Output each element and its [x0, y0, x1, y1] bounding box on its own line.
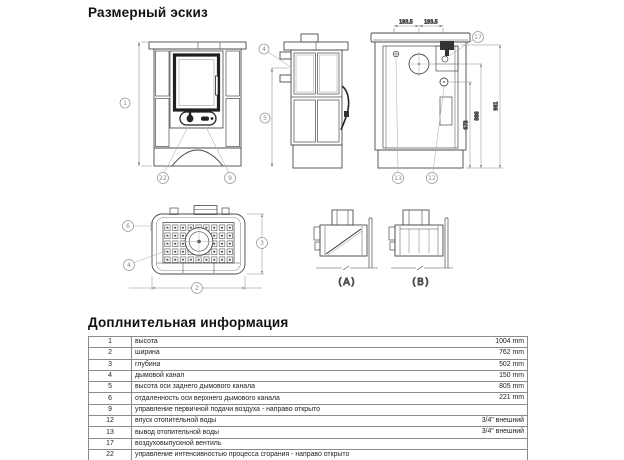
section-a-label: (A) [338, 277, 356, 288]
svg-text:12: 12 [428, 175, 436, 183]
table-row [89, 359, 528, 370]
callout-6 [123, 221, 134, 232]
table-row [89, 370, 528, 381]
info-section-title: Доплнительная информация [88, 315, 289, 330]
row-description: дымовой канал [135, 372, 185, 380]
row-number: 6 [89, 393, 132, 404]
row-value: 1004 mm [495, 338, 524, 345]
row-number: 4 [89, 370, 132, 381]
table-row [89, 449, 528, 460]
table-row [89, 438, 528, 449]
section-a-baffle [326, 229, 361, 254]
row-value: 3/4" внешний [481, 417, 524, 425]
pedestal-arch [172, 150, 223, 166]
row-description: отдаленность оси верхнего дымового канала [135, 394, 280, 402]
rear-view [371, 20, 503, 184]
section-view-a [314, 210, 378, 288]
page-title: Размерный эскиз [88, 5, 208, 20]
row-description: впуск отопительной воды [135, 417, 217, 425]
callout-22 [158, 173, 169, 184]
callout-4-side [259, 44, 269, 54]
svg-text:13: 13 [394, 175, 402, 183]
section-b-label: (B) [412, 277, 430, 288]
dim-193-5-right: 193.5 [424, 20, 438, 26]
row-number: 5 [89, 382, 132, 393]
svg-text:5: 5 [263, 115, 267, 123]
callout-5 [260, 113, 270, 123]
row-description: управление интенсивностью процесса сгорания - направо открыто [135, 451, 350, 459]
row-description: ширина [135, 349, 160, 357]
svg-text:4: 4 [127, 262, 131, 270]
dim-673: 673 [464, 120, 470, 130]
callout-9 [225, 173, 236, 184]
row-number: 13 [89, 427, 132, 438]
row-description: управление первичной подачи воздуха - направо открыто [135, 405, 321, 413]
row-description: вывод отопительной воды [135, 428, 219, 436]
callout-17 [473, 32, 484, 43]
svg-text:17: 17 [474, 34, 482, 42]
table-row [89, 348, 528, 359]
row-description: воздуховыпускной вентиль [135, 439, 222, 447]
svg-text:9: 9 [228, 175, 232, 183]
callout-1 [120, 98, 130, 108]
front-view [120, 42, 246, 184]
row-value: 805 mm [499, 383, 524, 391]
door-handle [216, 76, 219, 95]
row-number: 22 [89, 449, 132, 460]
top-view [123, 206, 268, 294]
stove-door-glass [175, 55, 219, 110]
callout-12 [427, 173, 438, 184]
table-row [89, 393, 528, 404]
dim-193-5-left: 193.5 [399, 20, 413, 26]
dim-886: 886 [475, 111, 481, 121]
row-number: 12 [89, 416, 132, 427]
callout-3 [257, 238, 268, 249]
row-number: 17 [89, 438, 132, 449]
callout-13 [393, 173, 404, 184]
row-value: 502 mm [499, 360, 524, 368]
row-description: высота [135, 338, 158, 346]
additional-info-table [88, 336, 528, 460]
row-description: высота оси заднего дымового канала [135, 383, 255, 391]
svg-text:22: 22 [159, 175, 167, 183]
section-b-channels [409, 229, 429, 253]
side-view [259, 34, 349, 168]
row-value: 150 mm [499, 371, 524, 379]
svg-text:4: 4 [262, 46, 266, 54]
table-row [89, 427, 528, 438]
rear-flue-stub [280, 52, 291, 59]
svg-text:2: 2 [195, 285, 199, 293]
section-view-b [389, 210, 453, 288]
callout-2 [192, 283, 203, 294]
row-number: 3 [89, 359, 132, 370]
row-value: 762 mm [499, 349, 524, 357]
row-value: 3/4" внешний [481, 428, 524, 436]
row-value: 221 mm [499, 394, 524, 402]
svg-text:6: 6 [126, 223, 130, 231]
air-vent-valve [440, 41, 454, 50]
row-description: глубина [135, 360, 161, 368]
table-row [89, 337, 528, 348]
table-row [89, 416, 528, 427]
row-number: 1 [89, 337, 132, 348]
dim-981: 981 [494, 101, 500, 111]
svg-text:3: 3 [260, 240, 264, 248]
callout-4-top [124, 260, 135, 271]
svg-text:1: 1 [123, 100, 127, 108]
row-number: 9 [89, 404, 132, 415]
table-row [89, 382, 528, 393]
row-number: 2 [89, 348, 132, 359]
table-row [89, 404, 528, 415]
